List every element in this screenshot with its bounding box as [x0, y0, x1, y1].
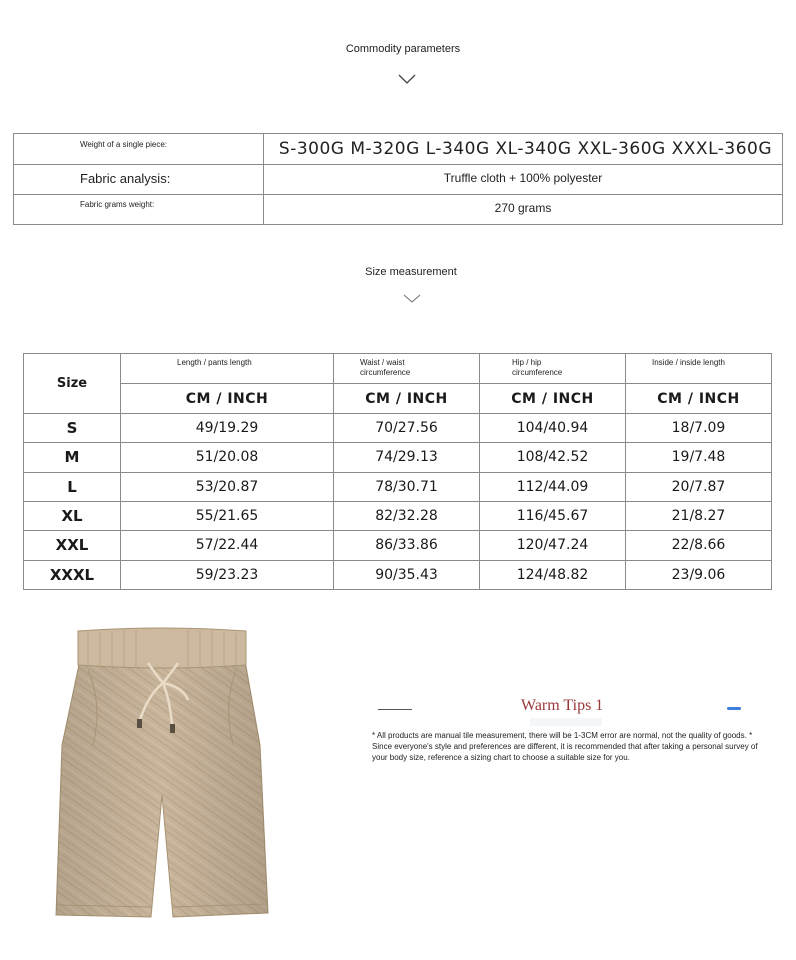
table-row	[24, 414, 772, 443]
size-label: XXL	[24, 531, 121, 560]
measurement-cell: 120/47.24	[480, 531, 626, 560]
chevron-down-icon	[402, 292, 422, 306]
table-row	[24, 531, 772, 560]
param-row-grams	[14, 195, 782, 225]
measurement-cell: 57/22.44	[121, 531, 334, 560]
unit-label: CM / INCH	[121, 384, 334, 414]
column-header-inside: Inside / inside length	[626, 354, 772, 384]
tips-divider-right	[727, 707, 741, 710]
size-label: M	[24, 443, 121, 472]
measurement-cell: 23/9.06	[626, 560, 772, 589]
size-label: L	[24, 472, 121, 501]
column-header-waist: Waist / waist circumference	[334, 354, 480, 384]
measurement-cell: 59/23.23	[121, 560, 334, 589]
measurement-cell: 21/8.27	[626, 501, 772, 530]
unit-label: CM / INCH	[480, 384, 626, 414]
param-label-fabric: Fabric analysis:	[80, 171, 171, 186]
column-header-length: Length / pants length	[121, 354, 334, 384]
size-chart-table	[23, 353, 772, 590]
measurement-cell: 112/44.09	[480, 472, 626, 501]
size-label: XL	[24, 501, 121, 530]
size-label: S	[24, 414, 121, 443]
table-row	[24, 472, 772, 501]
param-value-grams: 270 grams	[494, 201, 552, 215]
measurement-cell: 74/29.13	[334, 443, 480, 472]
param-label-grams: Fabric grams weight:	[80, 200, 155, 209]
unit-row	[24, 384, 772, 414]
measurement-cell: 53/20.87	[121, 472, 334, 501]
measurement-cell: 70/27.56	[334, 414, 480, 443]
warm-tips-text	[372, 730, 788, 763]
unit-label: CM / INCH	[334, 384, 480, 414]
table-row	[24, 501, 772, 530]
measurement-cell: 82/32.28	[334, 501, 480, 530]
size-measurement-title: Size measurement	[365, 266, 457, 278]
size-column-header: Size	[24, 354, 121, 414]
warm-tips-line-2: Since everyone's style and preferences are different, it is recommended that after taking a personal survey of	[372, 742, 758, 751]
measurement-cell: 19/7.48	[626, 443, 772, 472]
warm-tips-line-3: your body size, reference a sizing chart to choose a suitable size for you.	[372, 753, 630, 762]
commodity-parameters-title: Commodity parameters	[345, 43, 461, 55]
product-shorts-image	[48, 625, 278, 925]
measurement-cell: 49/19.29	[121, 414, 334, 443]
table-header-row	[24, 354, 772, 384]
unit-label: CM / INCH	[626, 384, 772, 414]
measurement-cell: 22/8.66	[626, 531, 772, 560]
param-row-weight	[14, 134, 782, 165]
param-value-weight: S-300G M-320G L-340G XL-340G XXL-360G XXXL-360G	[278, 139, 772, 159]
measurement-cell: 78/30.71	[334, 472, 480, 501]
measurement-cell: 20/7.87	[626, 472, 772, 501]
measurement-cell: 18/7.09	[626, 414, 772, 443]
commodity-parameters-table	[13, 133, 783, 225]
warm-tips-title: Warm Tips 1	[521, 697, 604, 714]
param-label-weight: Weight of a single piece:	[80, 140, 168, 149]
measurement-cell: 104/40.94	[480, 414, 626, 443]
measurement-cell: 90/35.43	[334, 560, 480, 589]
column-header-hip: Hip / hip circumference	[480, 354, 626, 384]
size-label: XXXL	[24, 560, 121, 589]
measurement-cell: 108/42.52	[480, 443, 626, 472]
table-row	[24, 443, 772, 472]
tips-title-underline	[530, 718, 602, 726]
table-row	[24, 560, 772, 589]
measurement-cell: 124/48.82	[480, 560, 626, 589]
warm-tips-line-1: * All products are manual tile measurement, there will be 1-3CM error are normal, not the quality of goods. *	[372, 731, 753, 740]
tips-divider-left	[378, 709, 412, 710]
measurement-cell: 86/33.86	[334, 531, 480, 560]
measurement-cell: 51/20.08	[121, 443, 334, 472]
measurement-cell: 55/21.65	[121, 501, 334, 530]
chevron-down-icon	[397, 72, 417, 86]
measurement-cell: 116/45.67	[480, 501, 626, 530]
param-row-fabric	[14, 165, 782, 195]
param-value-fabric: Truffle cloth + 100% polyester	[443, 171, 603, 185]
